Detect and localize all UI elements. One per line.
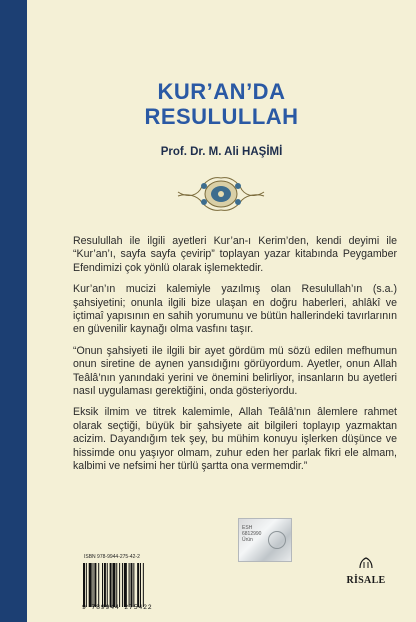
hologram-seal-icon — [268, 531, 286, 549]
barcode-bar — [83, 563, 85, 607]
title-line-1: KUR’AN’DA — [157, 79, 286, 104]
publisher-name: RİSALE — [346, 575, 386, 586]
barcode-digits: 9 789944 275422 — [82, 604, 153, 611]
barcode-bar — [112, 563, 115, 607]
isbn-label: ISBN 978-9944-275-42-2 — [84, 554, 140, 560]
back-cover-panel — [27, 0, 416, 622]
publisher-emblem-icon — [356, 556, 376, 570]
hologram-line-3: Ürün — [242, 537, 253, 543]
barcode-bar — [98, 563, 99, 607]
barcode-bar — [140, 563, 141, 607]
blurb-text — [73, 235, 397, 482]
blurb-paragraph-1: Resulullah ile ilgili ayetleri Kur’an-ı Kerim’den, kendi deyimi ile “Kur’an’ı, sayfa sayfa çevirip” toplayan yazar kitabında Peygamber Efendimizi çok yönlü olarak işlemektedir. — [73, 235, 397, 274]
barcode-bar — [110, 563, 112, 607]
ornament-icon — [174, 172, 268, 216]
barcode-bar — [86, 563, 87, 607]
hologram-sticker — [238, 518, 292, 562]
barcode-bar — [122, 563, 123, 607]
barcode-bar — [89, 563, 92, 607]
barcode-bar — [116, 563, 117, 607]
author-name: Prof. Dr. M. Ali HAŞİMİ — [160, 146, 283, 158]
barcode-bar — [137, 563, 139, 607]
barcode-bar — [93, 563, 94, 607]
publisher-logo — [343, 556, 389, 586]
barcode-bar — [129, 563, 130, 607]
barcode-bar — [143, 563, 144, 607]
hologram-line-1: ESH — [242, 525, 253, 531]
barcode-bar — [131, 563, 133, 607]
barcode-bar — [107, 563, 108, 607]
barcode-bar — [133, 563, 134, 607]
barcode-icon — [82, 560, 179, 610]
blurb-paragraph-3: “Onun şahsiyeti ile ilgili bir ayet gördüm mü sözü edilen mefhumun onun siretine de aynen yansıdığını görüyordum. Ayetler, onun Allah Teâlâ’nın yanındaki yerini ve önemini belirliyor, insanların bu ayetleri nasıl uygulaması gerektiğini, onda gösteriyordu. — [73, 344, 397, 398]
title-line-2: RESULULLAH — [144, 104, 299, 129]
blurb-paragraph-4: Eksik ilmim ve titrek kalemimle, Allah Teâlâ’nın âlemlere rahmet olarak seçtiği, büyük bir şahsiyete ait bilgileri toplayıp yazmaktan acizim. Dayandığım tek şey, bu mühim konuyu işlerken düşünce ve hissimde onu yaşıyor olmam, zuhur eden her parlak fikri ele almam, kalbimi ve nefsimi her türlü şartta ona vermemdir.” — [73, 406, 397, 473]
barcode-bar — [94, 563, 96, 607]
barcode-bar — [102, 563, 103, 607]
hologram-text — [242, 525, 261, 543]
barcode-bar — [124, 563, 127, 607]
blurb-paragraph-2: Kur’an’ın mucizi kalemiyle yazılmış olan Resulullah’ın (s.a.) şahsiyetini; onunla ilgili bize ulaşan en doğru haberleri, ahlâkî ve içtimaî yapısının en sahih yorumunu ve bütün hallerindeki tavırlarının en güvenilir kaynağı olma vasfını taşır. — [73, 283, 397, 336]
barcode-bar — [119, 563, 120, 607]
barcode-bar — [104, 563, 106, 607]
hologram-line-2: 6812990 — [242, 531, 262, 537]
